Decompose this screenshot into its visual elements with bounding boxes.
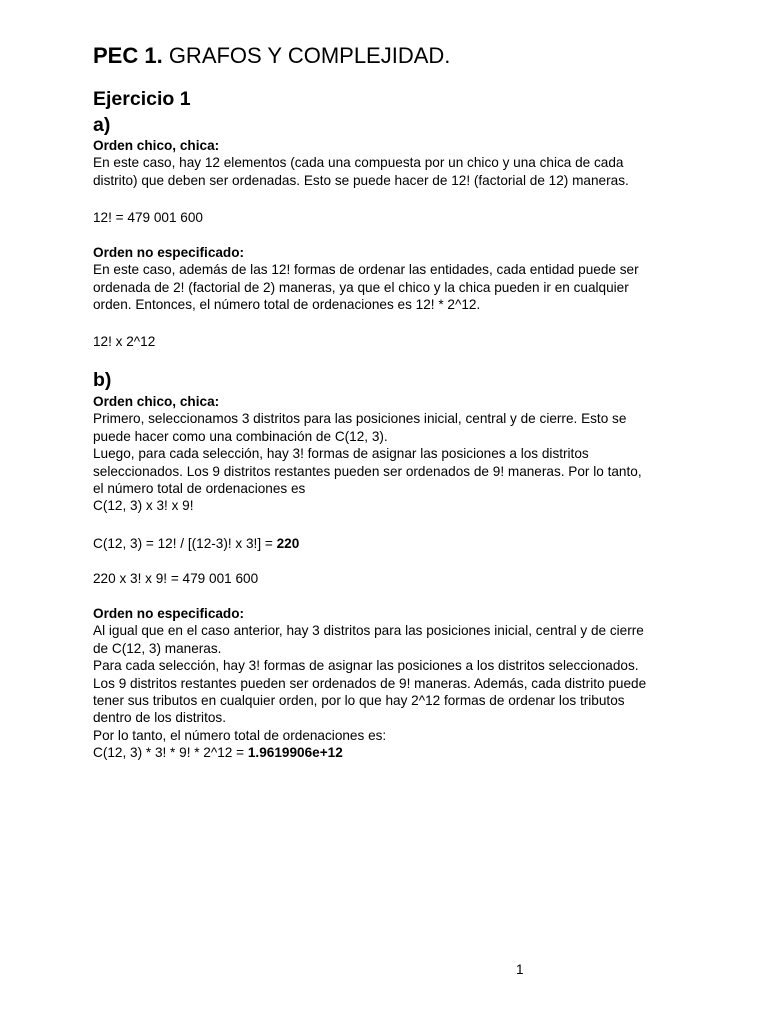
paragraph-line: de C(12, 3) maneras. [93,640,222,656]
final-value: 1.9619906e+12 [247,745,343,761]
part-a-noesp-label: Orden no especificado: [93,245,245,260]
paragraph-line: el número total de ordenaciones es [93,480,306,496]
paragraph-line: seleccionados. Los 9 distritos restantes pueden ser ordenados de 9! maneras. Por lo tanto, [93,463,642,479]
paragraph-line: Primero, seleccionamos 3 distritos para las posiciones inicial, central y de cierre. Esto se [93,411,627,427]
part-a-chico-section [93,137,693,189]
combination-line [93,535,693,552]
page-number: 1 [516,962,524,977]
document-title [93,42,450,70]
paragraph-line: ordenada de 2! (factorial de 2) maneras, ya que el chico y la chica pueden ir en cualquier [93,279,629,295]
final-formula: C(12, 3) * 3! * 9! * 2^12 = [93,745,248,761]
paragraph-line: tener sus tributos en cualquier orden, por lo que hay 2^12 formas de ordenar los tributos [93,692,625,708]
part-a-noesp-section [93,244,693,314]
paragraph-line: puede hacer como una combinación de C(12, 3). [93,428,388,444]
part-a-chico-result: 12! = 479 001 600 [93,210,203,225]
final-result-line [93,744,693,761]
part-b-chico-result: 220 x 3! x 9! = 479 001 600 [93,571,259,586]
paragraph-line: orden. Entonces, el número total de ordenaciones es 12! * 2^12. [93,297,481,313]
part-a-noesp-result-section [93,333,693,350]
paragraph-line: Al igual que en el caso anterior, hay 3 distritos para las posiciones inicial, central y de cierre [93,623,644,639]
part-a-chico-label: Orden chico, chica: [93,138,220,153]
paragraph-line: Luego, para cada selección, hay 3! formas de asignar las posiciones a los distritos [93,446,589,462]
part-b-heading: b) [93,369,112,391]
paragraph-line: distrito) que deben ser ordenadas. Esto se puede hacer de 12! (factorial de 12) maneras. [93,172,629,188]
part-b-chico-label: Orden chico, chica: [93,394,220,409]
part-b-chico-section [93,393,693,515]
paragraph-line: En este caso, además de las 12! formas de ordenar las entidades, cada entidad puede ser [93,262,639,278]
paragraph-line: C(12, 3) x 3! x 9! [93,498,194,514]
paragraph-line: Por lo tanto, el número total de ordenaciones es: [93,727,387,743]
paragraph-line: En este caso, hay 12 elementos (cada una compuesta por un chico y una chica de cada [93,155,624,171]
title-text: GRAFOS Y COMPLEJIDAD. [162,43,451,68]
part-b-chico-result-section [93,570,693,587]
part-b-noesp-label: Orden no especificado: [93,606,245,621]
combination-value: 220 [276,536,300,551]
paragraph-line: Para cada selección, hay 3! formas de asignar las posiciones a los distritos seleccionados. [93,658,639,674]
part-a-chico-result-section [93,209,693,226]
title-code: PEC 1. [93,43,163,68]
part-a-noesp-result: 12! x 2^12 [93,334,156,349]
combination-formula: C(12, 3) = 12! / [(12-3)! x 3!] = [93,536,277,551]
paragraph-line: Los 9 distritos restantes pueden ser ordenados de 9! maneras. Además, cada distrito puede [93,675,647,691]
part-a-heading: a) [93,114,111,136]
exercise-heading: Ejercicio 1 [93,88,191,110]
paragraph-line: dentro de los distritos. [93,710,226,726]
part-b-comb-section [93,535,693,552]
part-b-noesp-section [93,605,693,762]
